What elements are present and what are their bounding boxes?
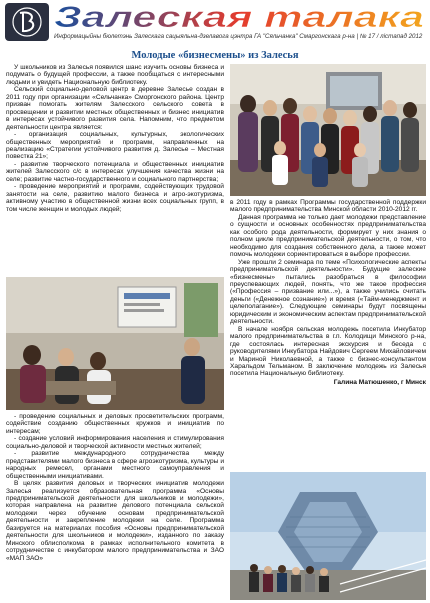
paragraph: - развитие международного сотрудничества между представителями малого бизнеса в сфере агроэкотуризма, культуры и народных ремесел, органами местного самоуправления и общественными инициативами.: [6, 450, 224, 480]
paragraph: Сельский социально-деловой центр в деревне Залесье создан в 2011 году при организации «Сельчанка» Сморгонского района. Центр призван помогать жителям Залесского сельского совета в просвещении и развитии местных общественных и бизнес инициатив в интересах устойчивого развития села. Напомним, что предметом деятельности центра является:: [6, 86, 224, 131]
masthead: [0, 0, 430, 44]
paragraph: У школьников из Залесья появился шанс изучить основы бизнеса и подумать о будущей профессии, а также пообщаться с интересными людьми и увидеть Национальную библиотеку.: [6, 64, 224, 86]
paragraph: Данная программа не только дает молодежи представление о сущности и основных особенностях предпринимательства как особого рода деятельности, формирует у них знания о полном цикле предпринимательской деятельности, о том, что необходимо для создания собственного дела, а также может помочь молодежи сориентироваться в выборе профессии.: [230, 213, 426, 259]
issue-info: Информацыйны бюлетэнь Залескага сацыяльна-дзелавога цэнтра ГА "Сяльчанка" Смаргонскага р-на | № 17 / лістапад 2012: [54, 33, 423, 40]
paragraph: в 2011 году в рамках Программы государственной поддержки малого предпринимательства Минской области 2010-2012 гг.: [230, 199, 426, 214]
paragraph: - организация социальных, культурных, экологических общественных мероприятий и программ, направленных на реализацию «Стратегии устойчивого развития д. Залесье – Местная повестка 21»;: [6, 131, 224, 161]
paragraph: - проведение социальных и деловых просветительских программ, содействие созданию общественных кружков и инициатив по интересам;: [6, 413, 224, 435]
svg-text:Залеская талака: Залеская талака: [54, 1, 424, 32]
paragraph: - создание условий информирования населения и стимулирования социально-деловой и творческой активности местных жителей;: [6, 435, 224, 450]
article-column-right: [230, 199, 426, 471]
paragraph: - развитие творческого потенциала и общественных инициатив жителей Залесского с/с в интересах улучшения качества жизни на селе; развитие частно-государственного и социального партнерства;: [6, 160, 224, 183]
library-photo: [230, 472, 426, 600]
article-column-left-bottom: [6, 413, 224, 601]
paragraph: В начале ноября сельская молодежь посетила Инкубатор малого предпринимательства в г.п. Колодищи Минского р-на, где состоялась интересная экскурсия и беседа с руководителями Инкубатора Найдович Сергеем Михайловичем и Мариной Николаевной, а также с бизнес-консультантом Харальдом Тельманом. В заключение молодежь из Залесья посетила Национальную библиотеку.: [230, 325, 426, 378]
newspaper-title: [50, 0, 428, 32]
article-column-left-top: [6, 64, 224, 274]
paragraph: Уже прошли 2 семинара по теме «Психологические аспекты предпринимательской деятельности». Будущие залеские «бизнесмены» пытались разобраться в философии преуспевающих людей, понять, что же такое профессия («Профессия – призвание или...»), а также учились считать деньги («Денежное сознание») и время («Тайм-менеджмент и целеполагание»). Следующие семинары будут посвящены юридическим и экономическим аспектам предпринимательской деятельности.: [230, 258, 426, 326]
group-photo: [230, 64, 426, 196]
paragraph: В целях развития деловых и творческих инициатив молодежи Залесья реализуется образовательная программа «Основы предпринимательской деятельности для школьников и молодежи», которая направлена на развитие делового потенциала сельской молодежи через обучение основам предпринимательской деятельности и закрепление молодежи на селе. Программа базируется на материалах пособия «Основы предпринимательской деятельности для школьников и молодежи», изданного по заказу Минского облисполкома в рамках исполнительного комитета в сотрудничестве с инкубатором малого предпринимательства и ЗАО «МАП ЗАО»: [6, 480, 224, 562]
author-signature: Галина Матюшенко, г Минск: [333, 378, 426, 386]
seminar-photo: [6, 277, 224, 410]
article-heading: Молодые «бизнесмены» из Залесья: [131, 50, 299, 61]
paragraph: - проведение мероприятий и программ, содействующих трудовой занятости на селе, развитию малого бизнеса и агро-экотуризма, активному участию в общественной жизни всех социальных групп, в том числе женщин и молодых людей;: [6, 183, 224, 213]
emblem-icon: [4, 2, 50, 42]
